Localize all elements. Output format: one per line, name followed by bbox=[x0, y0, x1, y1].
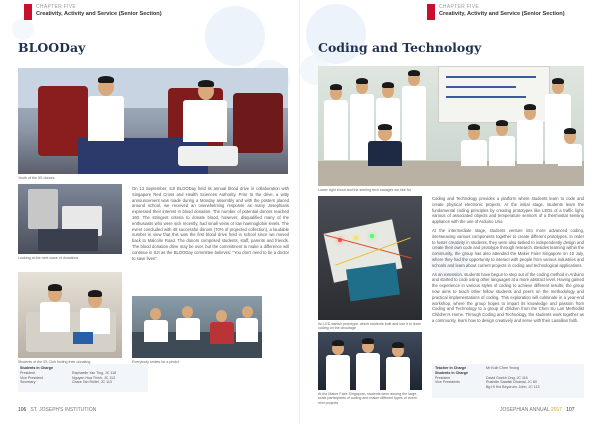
photo-blood-donors bbox=[18, 68, 288, 174]
photo-coding-group bbox=[318, 66, 584, 186]
decorative-bubble bbox=[205, 6, 265, 66]
body-paragraph: As an extension, students have begun to step out of the coding method in Arduino and started to code using other languages at a more abstract level. Having gained the experience in various styles of coding to achieve different results, the group now aims to teach other fellow students and peers on the methodology and practical implementations of coding. This exploration will culminate in a year-end workshop, where the group hopes to impart its knowledge and passion from Coding and Technology to a group of children from the Chen Su Lan Methodist Children's Home. Through Coding and Technology, the students work together as a community, learn how to design creatively and serve with their Lasallian faith. bbox=[432, 271, 585, 323]
students-in-charge bbox=[20, 366, 53, 385]
in-charge-names bbox=[486, 366, 539, 390]
caption-mid-photo: Looking at the next wave of donations bbox=[18, 256, 79, 260]
name-secretary: Grace Tan Ruifei, JC 113 bbox=[72, 380, 112, 385]
caption-bottom-right: Everybody smiles for a photo! bbox=[132, 360, 180, 364]
body-paragraph: Coding and Technology provides a platform where students learn to code and create physical electronic projects. At the initial stage, students learn the fundamental coding principles by creating prototypes like LEDs of a traffic light, various of associated objects and temperature sensors of a thermostat sensing appliance with the use of Arduino Uno. bbox=[432, 196, 584, 225]
left-footer bbox=[18, 407, 96, 413]
in-charge-heading: Students in Charge bbox=[20, 366, 53, 370]
role-secretary: Secretary bbox=[20, 380, 36, 385]
section-label: Creativity, Activity and Service (Senior Section) bbox=[439, 11, 565, 17]
chapter-label: CHAPTER FIVE bbox=[439, 4, 479, 10]
body-text bbox=[432, 196, 584, 327]
caption-top-photo: Youth of the 5S donors bbox=[18, 176, 55, 180]
name-president: David Goekh Ong, JC 116 bbox=[486, 375, 528, 380]
footer-label: ST. JOSEPH'S INSTITUTION bbox=[30, 407, 97, 413]
section-label: Creativity, Activity and Service (Senior Section) bbox=[36, 11, 162, 17]
name-vice-president-1: Rushdie Saadkir Dhanial, JC 60 bbox=[486, 380, 537, 385]
photo-students-donating bbox=[18, 272, 122, 358]
footer-year: 2017 bbox=[550, 407, 563, 413]
decorative-bubble bbox=[12, 18, 34, 40]
header-accent bbox=[24, 4, 32, 20]
footer-label: JOSEPHIAN ANNUAL bbox=[500, 407, 550, 413]
teacher-name: Mr Kuih Chee Yeong bbox=[486, 366, 519, 370]
header-accent bbox=[427, 4, 435, 20]
role-president: President bbox=[435, 375, 451, 380]
photo-led-prototype bbox=[318, 196, 422, 320]
role-president: President bbox=[20, 370, 36, 375]
students-heading: Students in Charge bbox=[435, 370, 468, 375]
role-vice-presidents: Vice Presidents bbox=[435, 380, 460, 385]
name-vice-president: Nguyen Hoa Thinh, JC 113 bbox=[72, 375, 116, 380]
name-vice-president-2: Bg Hi Hui Beyorum, John, JC 113 bbox=[486, 385, 540, 390]
right-page bbox=[300, 0, 600, 424]
page-number: 106 bbox=[18, 407, 27, 413]
page-title: Coding and Technology bbox=[318, 40, 482, 55]
body-paragraph: At the intermediate stage, students venture into more advanced coding, interweaving various components together to create different prototypes. In order to foster creativity in students, they were also tasked to independently design and create their own code and prototype through research. Besides learning within the community, the group has also attended the Maker Faire Singapore on 10 July, where they had the opportunity to interact with people from various industries and schools and learn about current projects in coding and technological applications. bbox=[432, 227, 584, 268]
caption-mid-photo: An LED danish prototype, which students built and use it to learn coding on the circuitage bbox=[318, 322, 421, 331]
page-number: 107 bbox=[566, 407, 575, 413]
teacher-in-charge bbox=[435, 366, 468, 385]
in-charge-names bbox=[72, 371, 116, 385]
photo-everybody-smiles bbox=[132, 296, 262, 358]
body-paragraph: On 13 September, SJI BLOODay held its annual blood drive in collaboration with Singapore Red Cross and Health Sciences Authority. Prior to the drive, a witty announcement was made during a Monday assembly and with the posters placed around school, we received an overwhelming response as many Josephians expressed their interest in blood donation. The number of potential donors reached 160. The stringent criteria to donate blood, however, disqualified many of the enthusiasts who were sick recently, had small veins or low haemoglobin levels. The event concluded with 48 successful donors (70% of projected collection), a laudable number in view that this was the first blood drive held in school since we moved back to Malcolm Road. The donors comprised students, staff, parents and friends. The blood donation drive may be over, but the commitment to make a difference will continue in SJI as the BLOODay committee believes: "You don't need to be a doctor to save lives". bbox=[132, 186, 289, 261]
photo-next-wave bbox=[18, 184, 122, 254]
page-title: BLOODay bbox=[18, 40, 86, 55]
caption-bottom-left: Students of the 5S Club finding their donating bbox=[18, 360, 91, 364]
caption-top-photo: Lower right shout and the sterling tech savages we rise for bbox=[318, 188, 411, 192]
role-vice-president: Vice President bbox=[20, 375, 44, 380]
photo-maker-faire bbox=[318, 332, 422, 390]
name-president: Raphaelle Yan Ting, JC 118 bbox=[72, 370, 117, 375]
body-text bbox=[132, 186, 289, 264]
chapter-label: CHAPTER FIVE bbox=[36, 4, 76, 10]
caption-bottom-photo: At the Maker Faire Singapore, students were among the large-scale participants of coding and maker different types of event mini projects bbox=[318, 392, 418, 405]
right-footer bbox=[500, 407, 575, 413]
teacher-heading: Teacher in Charge bbox=[435, 366, 467, 370]
